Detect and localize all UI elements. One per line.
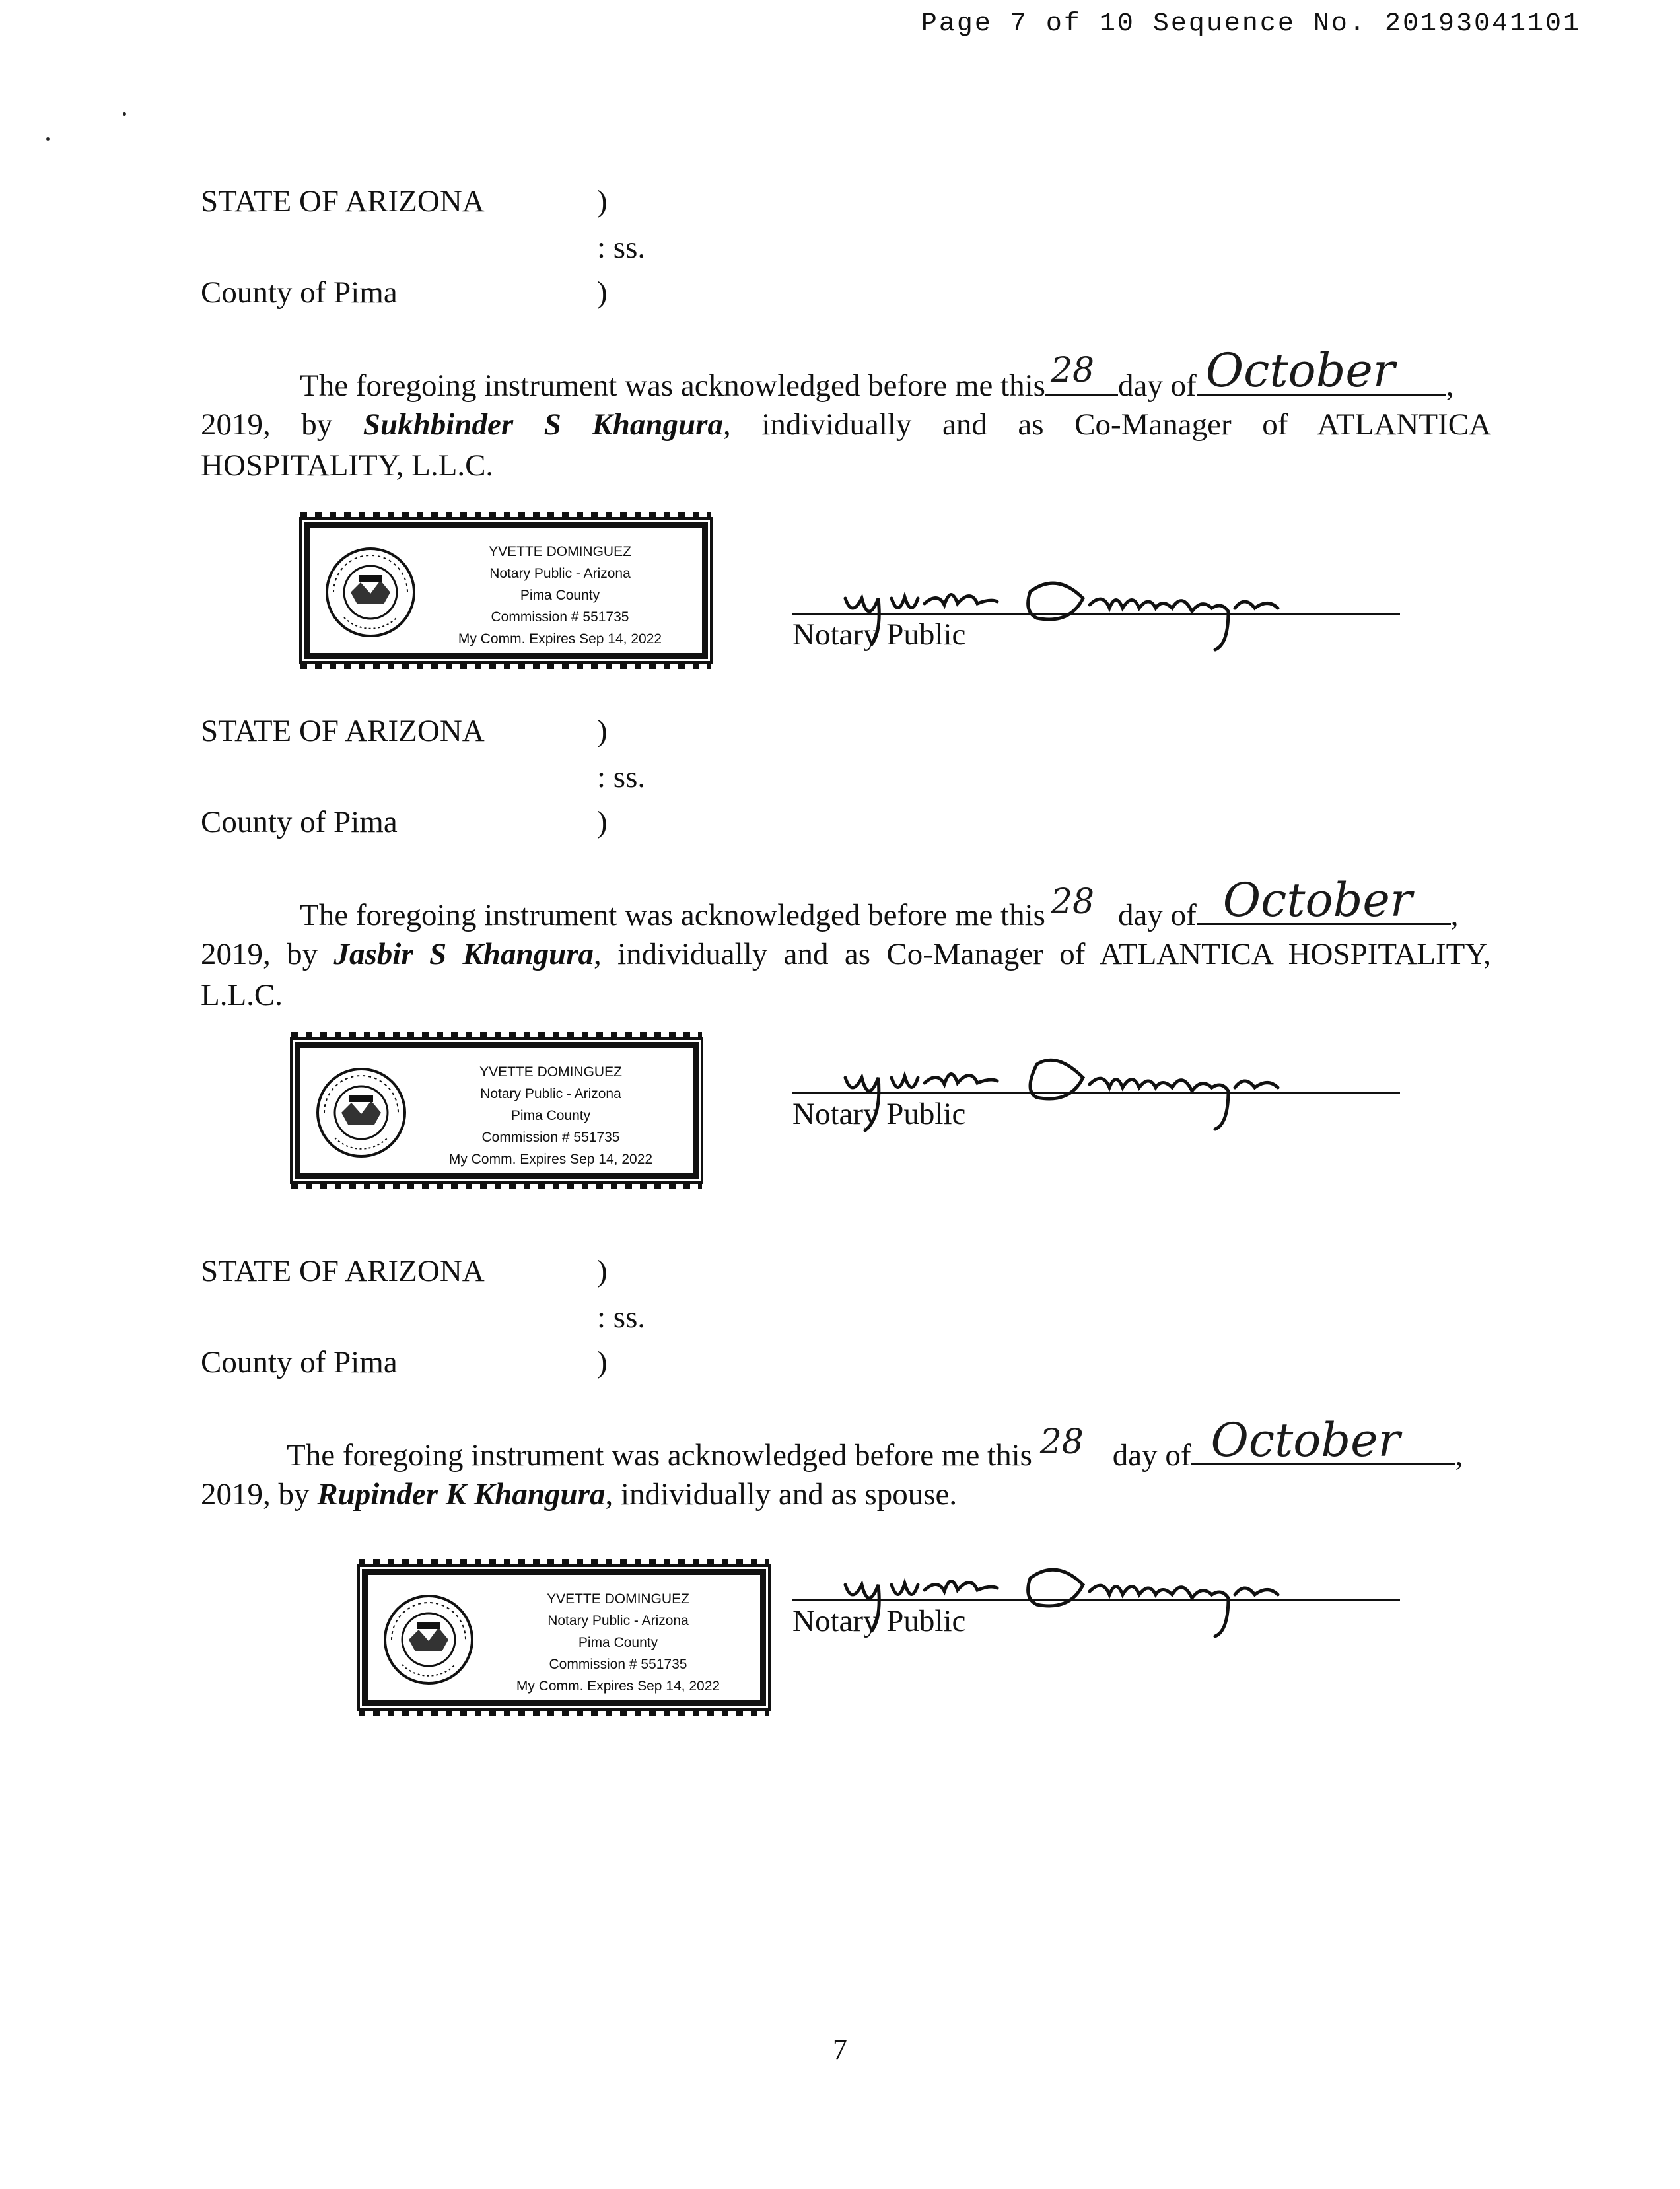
- signature-line: [792, 1599, 1400, 1601]
- venue-block: [201, 184, 729, 329]
- handwritten-day: 28: [1050, 351, 1095, 390]
- month-blank: [1197, 343, 1446, 398]
- stamp-commission: Commission # 551735: [549, 1657, 687, 1672]
- day-of-label: day of: [1117, 368, 1197, 403]
- ack-capacity: , individually and as spouse.: [605, 1477, 958, 1511]
- notary-public-label: Notary Public: [792, 617, 966, 652]
- handwritten-month: October: [1222, 873, 1413, 927]
- scan-speck: [46, 137, 50, 141]
- stamp-expiration: My Comm. Expires Sep 14, 2022: [458, 631, 662, 646]
- day-blank: [1045, 351, 1118, 396]
- stamp-commission: Commission # 551735: [481, 1130, 620, 1145]
- state-label: STATE OF ARIZONA: [201, 184, 485, 219]
- state-seal-icon: [382, 1593, 475, 1686]
- ss-label: : ss.: [597, 1300, 646, 1335]
- signer-name: Rupinder K Khangura: [317, 1477, 606, 1511]
- signer-name: Jasbir S Khangura: [333, 937, 594, 971]
- county-label: County of Pima: [201, 275, 398, 310]
- ack-continuation: L.L.C.: [201, 978, 283, 1012]
- signature-block: [792, 1051, 1426, 1137]
- day-of-label: day of: [1117, 898, 1197, 932]
- ack-year: 2019, by: [201, 937, 334, 971]
- signature-line: [792, 613, 1400, 615]
- stamp-county: Pima County: [520, 588, 600, 603]
- signature-block: [792, 572, 1426, 658]
- paren: ): [597, 275, 608, 310]
- stamp-notary-name: YVETTE DOMINGUEZ: [489, 544, 631, 559]
- stamp-county: Pima County: [510, 1108, 591, 1123]
- paren: ): [597, 714, 608, 748]
- county-label: County of Pima: [201, 805, 398, 839]
- stamp-county: Pima County: [578, 1635, 658, 1650]
- day-blank: [1045, 882, 1118, 925]
- stamp-expiration: My Comm. Expires Sep 14, 2022: [448, 1152, 653, 1167]
- month-blank: [1197, 873, 1451, 927]
- stamp-notary-name: YVETTE DOMINGUEZ: [479, 1064, 622, 1080]
- handwritten-month: October: [1205, 343, 1395, 398]
- venue-block: [201, 1253, 729, 1399]
- state-seal-icon: [315, 1066, 407, 1159]
- stamp-commission: Commission # 551735: [491, 609, 629, 625]
- ack-continuation: HOSPITALITY, L.L.C.: [201, 448, 494, 483]
- stamp-title: Notary Public - Arizona: [489, 566, 631, 581]
- signature-block: [792, 1558, 1426, 1644]
- paren: ): [597, 1254, 608, 1288]
- ack-text: The foregoing instrument was acknowledged before me this: [287, 1438, 1032, 1473]
- notary-public-label: Notary Public: [792, 1604, 966, 1638]
- page-number: 7: [833, 2033, 847, 2066]
- ss-label: : ss.: [597, 230, 646, 265]
- ack-year: 2019, by: [201, 407, 363, 442]
- county-label: County of Pima: [201, 1345, 398, 1379]
- signer-name: Sukhbinder S Khangura: [363, 407, 723, 442]
- ack-capacity: , individually and as Co-Manager of ATLANTICA HOSPITALITY,: [594, 937, 1491, 971]
- document-page: Page 7 of 10 Sequence No. 20193041101 STATE OF ARIZONA ) : ss. County of Pima ) The foregoing instrument was acknowledged before me this 28 day of October , 2019, by Sukhbinder S Khangura, individually and as Co-Manager of ATLANTICA HOSPITALITY, L.L.C. YVETTE DOMINGUEZ Notary Public - Arizona Pima County Commission # 551735 My Comm. Expires Sep 14, 2022 Notary Public STATE OF ARIZONA ) : ss. County of Pima ) The foregoing instrument was acknowledged before me this 28 day of October , 2019, by Jasbir S Khangura, individually and as Co-Manager of ATLANTICA HOSPITALITY, L.L.C. YVETTE DOMINGUEZ Notary Public - Arizona Pima County Commission # 551735 My Comm. Expires Sep 14, 2022 Notary Public STATE OF ARIZONA ) : ss. County of Pima ) The foregoing instrument was acknowledged before me this 28 day of October , 2019, by Rupinder K Khangura, individually and as spouse. YVETTE DOMINGUEZ Notary Public - Arizona Pima County Commission # 551735 My Comm. Expires Sep 14, 2022 Notary Public 7: [0, 0, 1680, 2189]
- day-of-label: day of: [1112, 1438, 1191, 1473]
- paren: ): [597, 184, 608, 219]
- signature-line: [792, 1092, 1400, 1094]
- ack-text: The foregoing instrument was acknowledged before me this: [300, 898, 1045, 932]
- notary-stamp: [295, 1042, 699, 1179]
- stamp-title: Notary Public - Arizona: [480, 1086, 621, 1101]
- state-seal-icon: [324, 546, 417, 639]
- ack-text: The foregoing instrument was acknowledged before me this: [300, 368, 1045, 403]
- handwritten-day: 28: [1039, 1422, 1084, 1462]
- stamp-notary-name: YVETTE DOMINGUEZ: [547, 1591, 689, 1607]
- notary-public-label: Notary Public: [792, 1097, 966, 1131]
- ss-label: : ss.: [597, 760, 646, 794]
- handwritten-day: 28: [1050, 882, 1095, 922]
- handwritten-month: October: [1210, 1413, 1401, 1467]
- ack-year: 2019, by: [201, 1477, 318, 1511]
- venue-block: [201, 713, 729, 858]
- ack-capacity: , individually and as Co-Manager of ATLANTICA: [722, 407, 1492, 442]
- paren: ): [597, 1345, 608, 1379]
- stamp-expiration: My Comm. Expires Sep 14, 2022: [516, 1679, 720, 1694]
- notary-stamp: [362, 1569, 766, 1706]
- day-blank: [1039, 1422, 1113, 1465]
- state-label: STATE OF ARIZONA: [201, 714, 485, 748]
- paren: ): [597, 805, 608, 839]
- notary-stamp: [304, 522, 708, 659]
- state-label: STATE OF ARIZONA: [201, 1254, 485, 1288]
- scan-speck: [123, 112, 126, 116]
- stamp-title: Notary Public - Arizona: [547, 1613, 689, 1628]
- page-header: Page 7 of 10 Sequence No. 20193041101: [921, 9, 1581, 39]
- month-blank: [1191, 1413, 1455, 1467]
